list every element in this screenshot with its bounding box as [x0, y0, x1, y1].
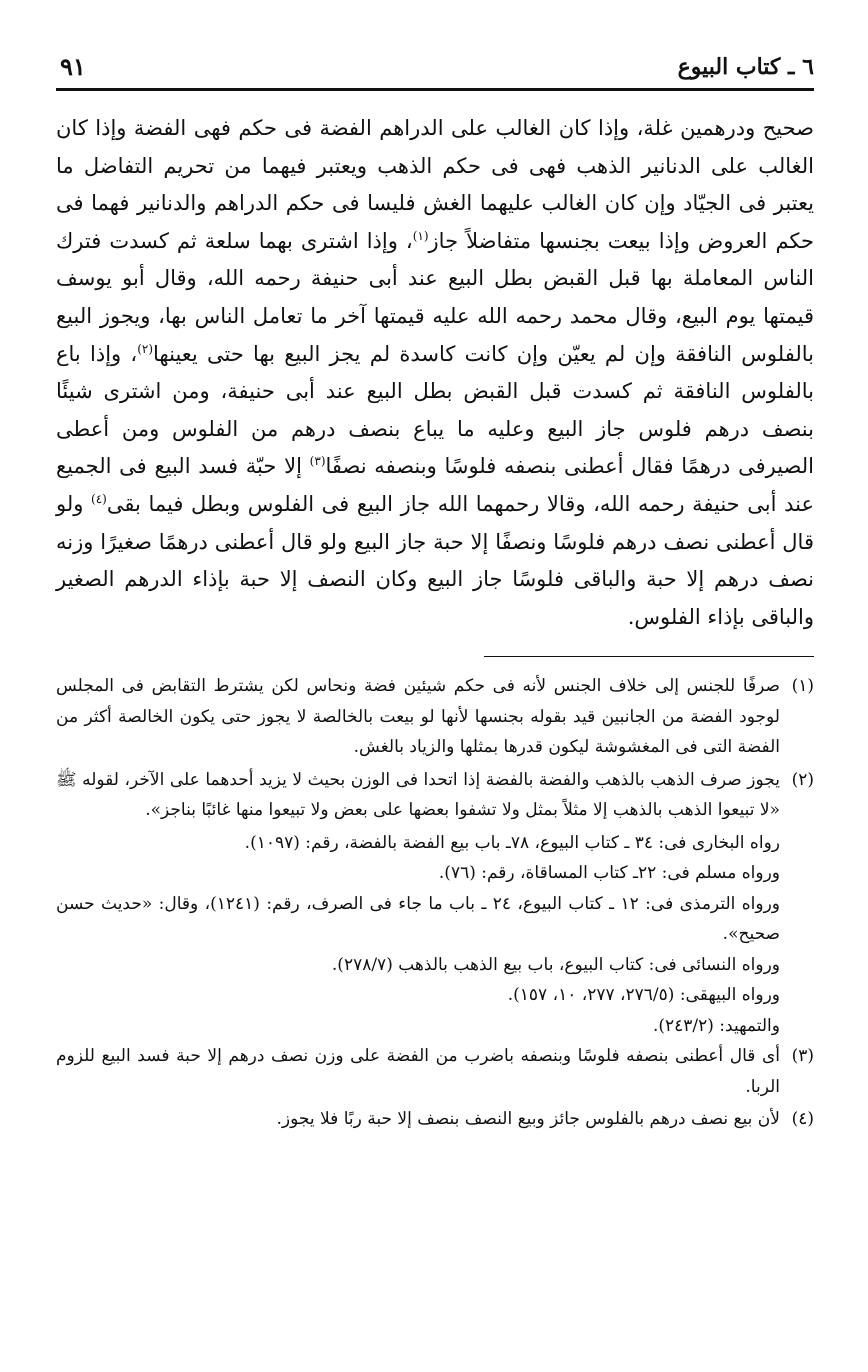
text-segment-e: ولو قال أعطنى نصف درهم فلوسًا ونصفًا إلا حبة جاز البيع ولو قال أعطنى درهمًا صغيرًا وزنه نصف درهم إلا حبة والباقى فلوسًا جاز البيع وكان النصف إلا حبة بإذاء الدرهم الصغير والباقى بإذاء الفلوس. — [56, 491, 814, 629]
citation-line: رواه البخارى فى: ٣٤ ـ كتاب البيوع، ٧٨ـ باب بيع الفضة بالفضة، رقم: (١٠٩٧). — [244, 832, 780, 853]
footnote-text: صرفًا للجنس إلى خلاف الجنس لأنه فى حكم شيئين فضة ونحاس لكن يشترط التقابض فى المجلس لوجود الفضة من الجانبين قيد بقوله بجنسها لأنها لو بيعت بالخالصة لا يجوز حتى يكون الخالصة أكثر من الفضة التى فى المغشوشة ليكون قدرها بمثلها والزياد بالغش. — [56, 676, 780, 758]
footnote-number: (٤) — [791, 1109, 814, 1130]
footnote-1 — [56, 671, 814, 763]
page-header — [56, 48, 814, 88]
footnote-text: يجوز صرف الذهب بالذهب والفضة بالفضة إذا اتحدا فى الوزن بحيث لا يزيد أحدهما على الآخر، لقوله ﷺ «لا تبيعوا الذهب بالذهب إلا مثلاً بمثل ولا تشفوا بعضها على بعض ولا تبيعوا منها غائبًا بناجز». — [56, 769, 780, 821]
text-segment-d: إلا حبّة فسد البيع فى الجميع عند أبى حنيفة رحمه الله، وقالا رحمهما الله جاز البيع فى الفلوس وبطل فيما بقى — [56, 454, 814, 516]
citation-line: ورواه الترمذى فى: ١٢ ـ كتاب البيوع، ٢٤ ـ باب ما جاء فى الصرف، رقم: (١٢٤١)، وقال: «حديث حسن صحيح». — [56, 893, 780, 945]
text-segment-b: ، وإذا اشترى بهما سلعة ثم كسدت فترك الناس المعاملة بها قبل القبض بطل البيع عند أبى حنيفة رحمه الله، وقال أبو يوسف قيمتها يوم البيع، وقال محمد رحمه الله عليه قيمتها آخر ما تعامل الناس بها، ويجوز البيع بالفلوس النافقة وإن لم يعيّن وإن كانت كاسدة لم يجز البيع بها حتى يعينها — [56, 228, 815, 366]
footnotes — [56, 671, 814, 1135]
citation-line: ورواه مسلم فى: ٢٢ـ كتاب المساقاة، رقم: (٧٦). — [438, 863, 780, 884]
footnote-ref-3: (٣) — [309, 454, 326, 469]
main-text — [56, 110, 814, 636]
footnote-4 — [56, 1104, 814, 1135]
footnote-number: (٣) — [791, 1046, 814, 1067]
header-divider — [56, 88, 814, 91]
footnote-text: أى قال أعطنى بنصفه فلوسًا وبنصفه باضرب من الفضة على وزن نصف درهم إلا حبة فسد البيع للزوم الربا. — [56, 1046, 780, 1097]
page-number: ٩١ — [60, 52, 86, 81]
book-page — [56, 48, 814, 1338]
citation-line: ورواه النسائى فى: كتاب البيوع، باب بيع الذهب بالذهب (٢٧٨/٧). — [331, 954, 780, 975]
text-segment-a: صحيح ودرهمين غلة، وإذا كان الغالب على الدراهم الفضة فى حكم فهى الفضة وإذا كان الغالب على الدنانير الذهب فهى فى حكم الذهب ويعتبر فيهما من تحريم التفاضل ما يعتبر فى الجيّاد وإن كان الغالب عليهما الغش فليسا فى حكم الدراهم والدنانير فهما فى حكم العروض وإذا بيعت بجنسها متفاضلاً جاز — [56, 116, 814, 253]
text-segment-c: ، وإذا باع بالفلوس النافقة ثم كسدت قبل القبض بطل البيع عند أبى حنيفة، ومن اشترى شيئًا بنصف درهم فلوس جاز البيع وعليه ما يباع بنصف درهم من الفلوس ومن أعطى الصيرفى درهمًا فقال أعطنى بنصفه فلوسًا وبنصفه نصفًا — [56, 341, 815, 479]
footnote-ref-1: (١) — [412, 228, 429, 243]
footnote-ref-4: (٤) — [91, 491, 107, 506]
footnote-ref-2: (٢) — [137, 341, 154, 356]
citation-line: والتمهيد: (٢٤٣/٢). — [652, 1015, 780, 1036]
main-paragraph — [56, 110, 814, 636]
chapter-title: ٦ ـ كتاب البيوع — [677, 54, 814, 80]
footnote-number: (٢) — [791, 769, 814, 790]
footnote-2 — [56, 765, 814, 826]
footnote-text: لأن بيع نصف درهم بالفلوس جائز وبيع النصف بنصف إلا حبة ربًا فلا يجوز. — [276, 1109, 780, 1130]
footnote-number: (١) — [791, 676, 814, 697]
citation-line: ورواه البيهقى: (٢٧٦/٥، ٢٧٧، ١٠، ١٥٧). — [507, 985, 780, 1006]
footnote-3 — [56, 1041, 814, 1102]
footnote-divider — [484, 656, 814, 657]
